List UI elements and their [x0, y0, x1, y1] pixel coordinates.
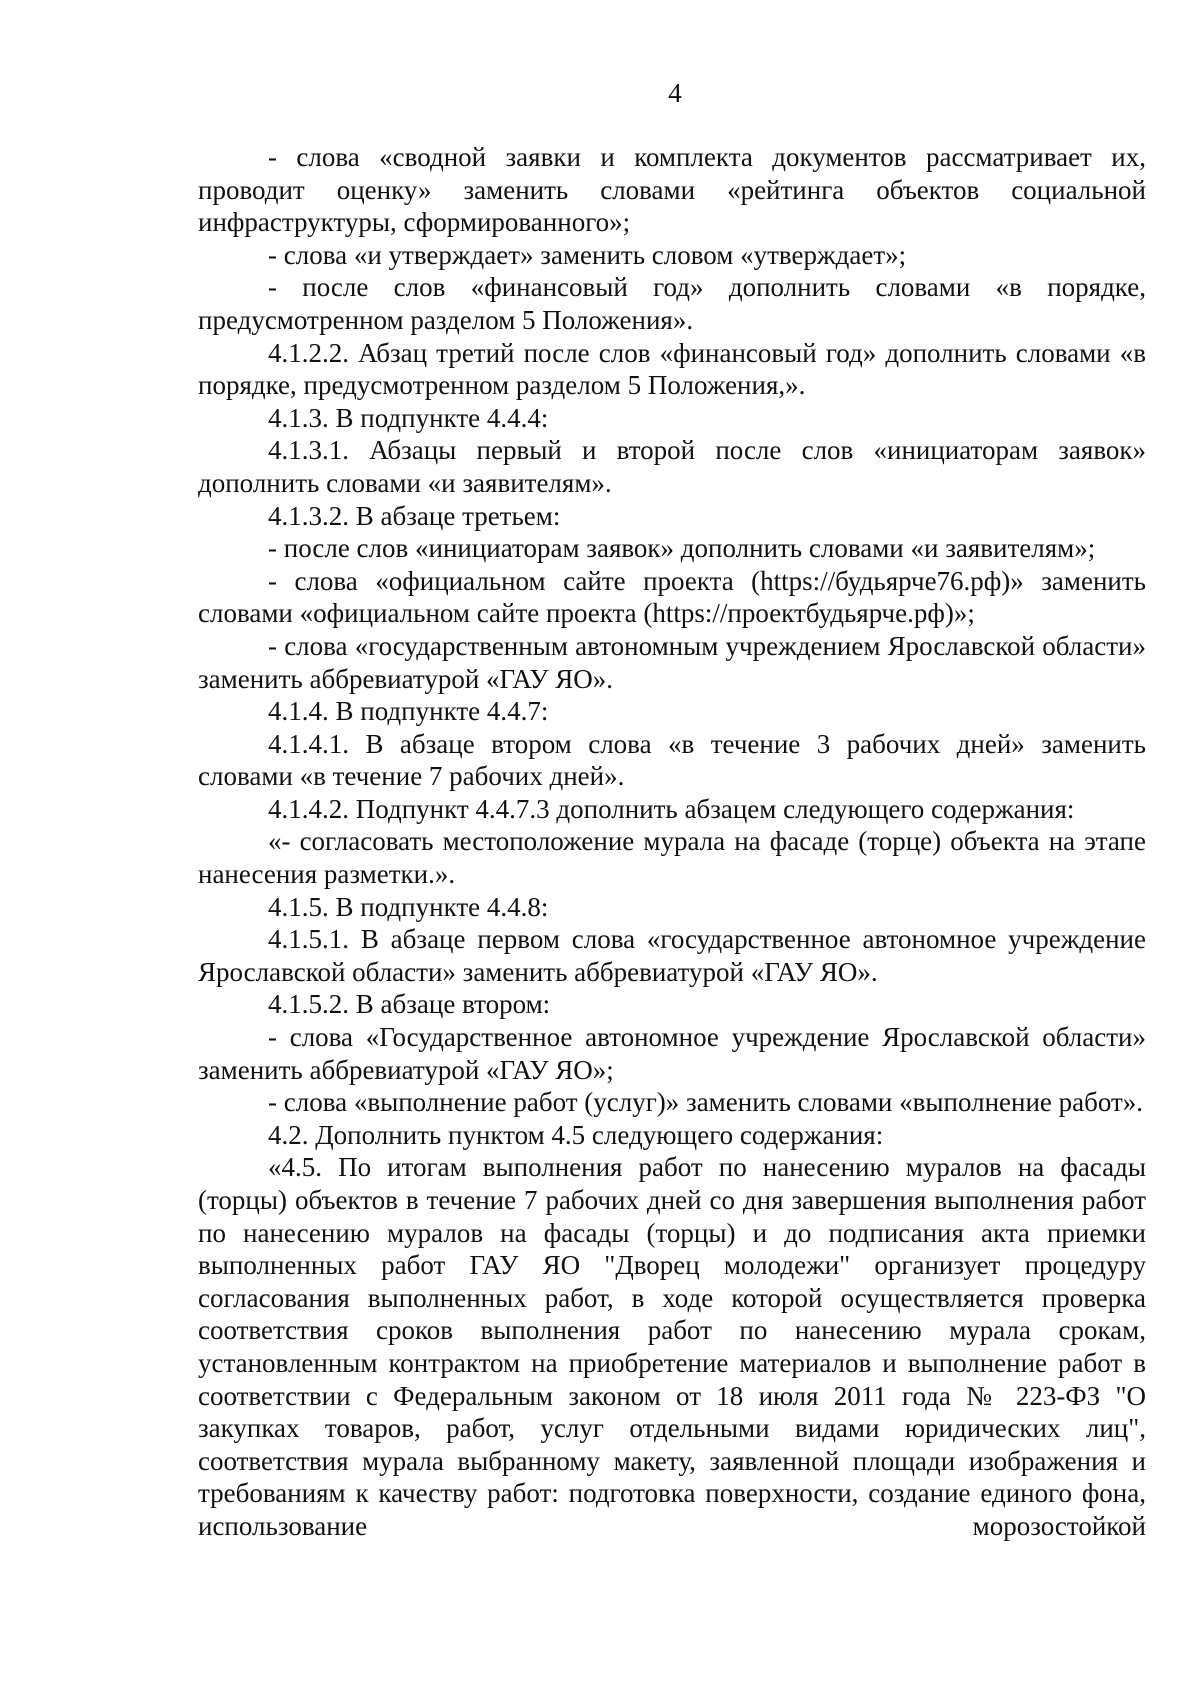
page-number: 4 — [668, 78, 682, 108]
paragraph: «4.5. По итогам выполнения работ по нанесению муралов на фасады (торцы) объектов в течение 7 рабочих дней со дня завершения выполнения работ по нанесению муралов на фасады (торцы) и до подписания акта приемки выполненных работ ГАУ ЯО "Дворец молодежи" организует процедуру согласования выполненных работ, в ходе которой осуществляется проверка соответствия сроков выполнения работ по нанесению мурала срокам, установленным контрактом на приобретение материалов и выполнение работ в соответствии с Федеральным законом от 18 июля 2011 года № 223-ФЗ "О закупках товаров, работ, услуг отдельными видами юридических лиц", соответствия мурала выбранному макету, заявленной площади изображения и требованиям к качеству работ: подготовка поверхности, создание единого фона, использование морозостойкой — [198, 1152, 1146, 1541]
paragraph: 4.1.2.2. Абзац третий после слов «финансовый год» дополнить словами «в порядке, предусмотренном разделом 5 Положения,». — [198, 337, 1146, 401]
paragraph: - слова «государственным автономным учреждением Ярославской области» заменить аббревиатурой «ГАУ ЯО». — [198, 630, 1146, 694]
paragraph: 4.1.5.2. В абзаце втором: — [268, 989, 551, 1020]
paragraph: 4.1.3. В подпункте 4.4.4: — [268, 402, 549, 433]
paragraph: - после слов «инициаторам заявок» дополнить словами «и заявителям»; — [268, 533, 1096, 564]
document-body — [198, 141, 1146, 1543]
paragraph: 4.1.4. В подпункте 4.4.7: — [268, 696, 549, 727]
paragraph: «- согласовать местоположение мурала на фасаде (торце) объекта на этапе нанесения разметки.». — [198, 826, 1146, 890]
paragraph: 4.1.3.2. В абзаце третьем: — [268, 500, 561, 531]
paragraph: 4.1.4.2. Подпункт 4.4.7.3 дополнить абзацем следующего содержания: — [268, 793, 1075, 824]
paragraph: - после слов «финансовый год» дополнить словами «в порядке, предусмотренном разделом 5 Положения». — [198, 272, 1146, 335]
paragraph: - слова «Государственное автономное учреждение Ярославской области» заменить аббревиатурой «ГАУ ЯО»; — [198, 1022, 1146, 1085]
paragraph: 4.1.4.1. В абзаце втором слова «в течение 3 рабочих дней» заменить словами «в течение 7 рабочих дней». — [198, 728, 1146, 792]
paragraph: 4.1.3.1. Абзацы первый и второй после слов «инициаторам заявок» дополнить словами «и заявителям». — [198, 435, 1146, 498]
paragraph: 4.1.5.1. В абзаце первом слова «государственное автономное учреждение Ярославской области» заменить аббревиатурой «ГАУ ЯО». — [198, 924, 1146, 987]
paragraph: - слова «и утверждает» заменить словом «утверждает»; — [268, 239, 907, 270]
paragraph: - слова «официальном сайте проекта (https://будьярче76.рф)» заменить словами «официальном сайте проекта (https://проектбудьярче.рф)»; — [198, 565, 1146, 629]
paragraph: - слова «сводной заявки и комплекта документов рассматривает их, проводит оценку» заменить словами «рейтинга объектов социальной инфраструктуры, сформированного»; — [198, 142, 1146, 238]
paragraph: 4.1.5. В подпункте 4.4.8: — [268, 891, 549, 922]
paragraph: - слова «выполнение работ (услуг)» заменить словами «выполнение работ». — [268, 1087, 1144, 1118]
paragraph: 4.2. Дополнить пунктом 4.5 следующего содержания: — [268, 1119, 884, 1150]
